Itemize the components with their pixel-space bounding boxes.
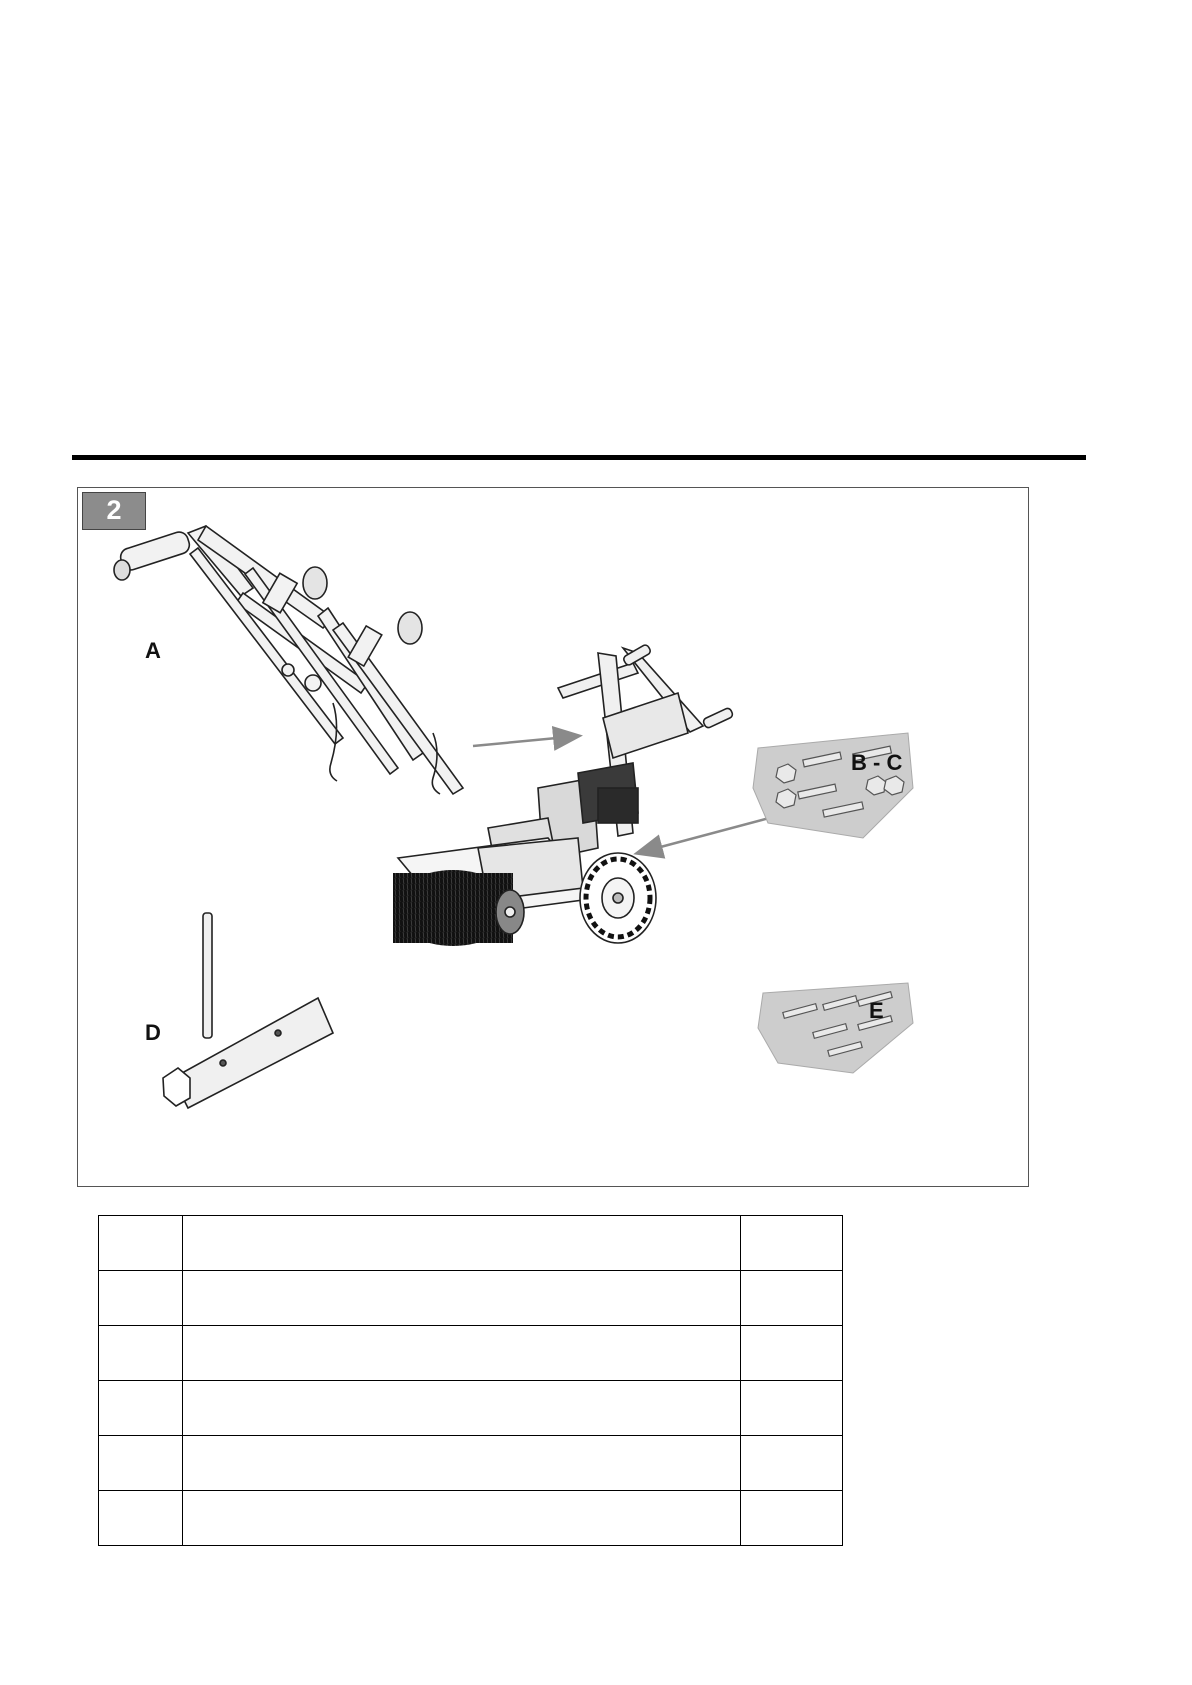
label-b-c: B - C <box>851 750 903 775</box>
table-cell <box>183 1436 741 1491</box>
label-a: A <box>145 638 161 663</box>
table-row <box>99 1436 843 1491</box>
parts-list-table <box>98 1215 843 1546</box>
bolts-panel <box>758 983 913 1073</box>
table-cell <box>183 1271 741 1326</box>
parts-illustration <box>78 488 1030 1188</box>
spark-plug-wrench-drawing <box>163 913 333 1108</box>
sweeper-machine-drawing <box>393 644 734 946</box>
table-cell <box>741 1216 843 1271</box>
arrow-to-bolts <box>638 813 788 853</box>
label-e: E <box>869 998 884 1023</box>
table-cell <box>741 1271 843 1326</box>
table-cell <box>99 1381 183 1436</box>
table-cell <box>183 1381 741 1436</box>
table-cell <box>99 1326 183 1381</box>
table-cell <box>99 1436 183 1491</box>
table-row <box>99 1491 843 1546</box>
table-cell <box>741 1491 843 1546</box>
figure-2 <box>77 487 1029 1187</box>
label-d: D <box>145 1020 161 1045</box>
table-row <box>99 1381 843 1436</box>
table-cell <box>99 1271 183 1326</box>
arrow-to-handle <box>473 736 578 746</box>
table-cell <box>741 1326 843 1381</box>
table-cell <box>99 1216 183 1271</box>
table-cell <box>183 1326 741 1381</box>
table-cell <box>183 1491 741 1546</box>
table-cell <box>183 1216 741 1271</box>
table-row <box>99 1326 843 1381</box>
section-divider <box>72 455 1086 460</box>
table-row <box>99 1216 843 1271</box>
table-cell <box>99 1491 183 1546</box>
table-cell <box>741 1381 843 1436</box>
figure-number-badge: 2 <box>82 492 146 530</box>
table-cell <box>741 1436 843 1491</box>
handlebar-assembly-drawing <box>114 526 463 794</box>
bolts-and-nuts-panel <box>753 733 913 838</box>
table-row <box>99 1271 843 1326</box>
